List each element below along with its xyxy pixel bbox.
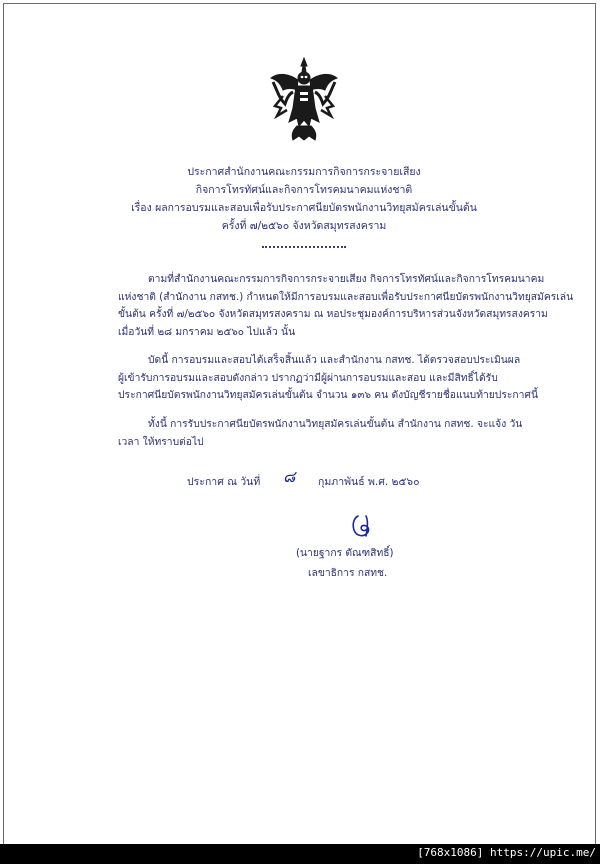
paragraph-line: ตามที่สำนักงานคณะกรรมการกิจการกระจายเสียง กิจการโทรทัศน์และกิจการโทรคมนาคม [148,273,545,285]
signer-title: เลขาธิการ กสทช. [308,567,388,579]
handwritten-signature [344,512,384,542]
paragraph-line: ขั้นต้น ครั้งที่ ๗/๒๕๖๐ จังหวัดสมุทรสงคราม ณ หอประชุมองค์การบริหารส่วนจังหวัดสมุทรสงคราม [118,308,548,320]
header-subject-line: เรื่อง ผลการอบรมและสอบเพื่อรับประกาศนียบัตรพนักงานวิทยุสมัครเล่นขั้นต้น [131,202,477,214]
paragraph-line: แห่งชาติ (สำนักงาน กสทช.) กำหนดให้มีการอบรมและสอบเพื่อรับประกาศนียบัตรพนักงานวิทยุสมัครเล่น [118,290,574,303]
header-divider [262,240,346,248]
paragraph-line: บัดนี้ การอบรมและสอบได้เสร็จสิ้นแล้ว และสำนักงาน กสทช. ได้ตรวจสอบประเมินผล [148,354,521,366]
announcement-header [4,163,600,235]
header-issuer-line: ประกาศสำนักงานคณะกรรมการกิจการกระจายเสียง [187,166,421,178]
paragraph-line: ประกาศนียบัตรพนักงานวิทยุสมัครเล่นขั้นต้น จำนวน ๑๓๖ คน ดังบัญชีรายชื่อแนบท้ายประกาศนี้ [118,389,538,401]
paragraph-line: ทั้งนี้ การรับประกาศนียบัตรพนักงานวิทยุสมัครเล่นขั้นต้น สำนักงาน กสทช. จะแจ้ง วัน [148,418,523,430]
date-prefix: ประกาศ ณ วันที่ [187,476,261,488]
header-session-line: ครั้งที่ ๗/๒๕๖๐ จังหวัดสมุทรสงคราม [221,220,387,232]
paragraph-notice [118,416,523,451]
paragraph-line: ผู้เข้ารับการอบรมและสอบดังกล่าว ปรากฏว่ามีผู้ผ่านการอบรมและสอบ และมีสิทธิ์ได้รับ [118,371,498,384]
paragraph-line: เวลา ให้ทราบต่อไป [118,435,204,448]
image-host-watermark: [768x1086] https://upic.me/ [417,846,596,859]
paragraph-background [118,271,574,341]
date-month-year: กุมภาพันธ์ พ.ศ. ๒๕๖๐ [318,476,420,488]
document-page [3,3,596,857]
paragraph-result [118,352,538,405]
announcement-date [187,468,419,493]
signer-name: (นายฐากร ตัณฑสิทธิ์) [296,547,394,559]
paragraph-line: เมื่อวันที่ ๒๘ มกราคม ๒๕๖๐ ไปแล้ว นั้น [118,325,296,338]
date-day-handwritten: ๘ [282,467,296,486]
garuda-emblem-icon [269,56,339,142]
header-issuer-line-2: กิจการโทรทัศน์และกิจการโทรคมนาคมแห่งชาติ [195,184,413,196]
